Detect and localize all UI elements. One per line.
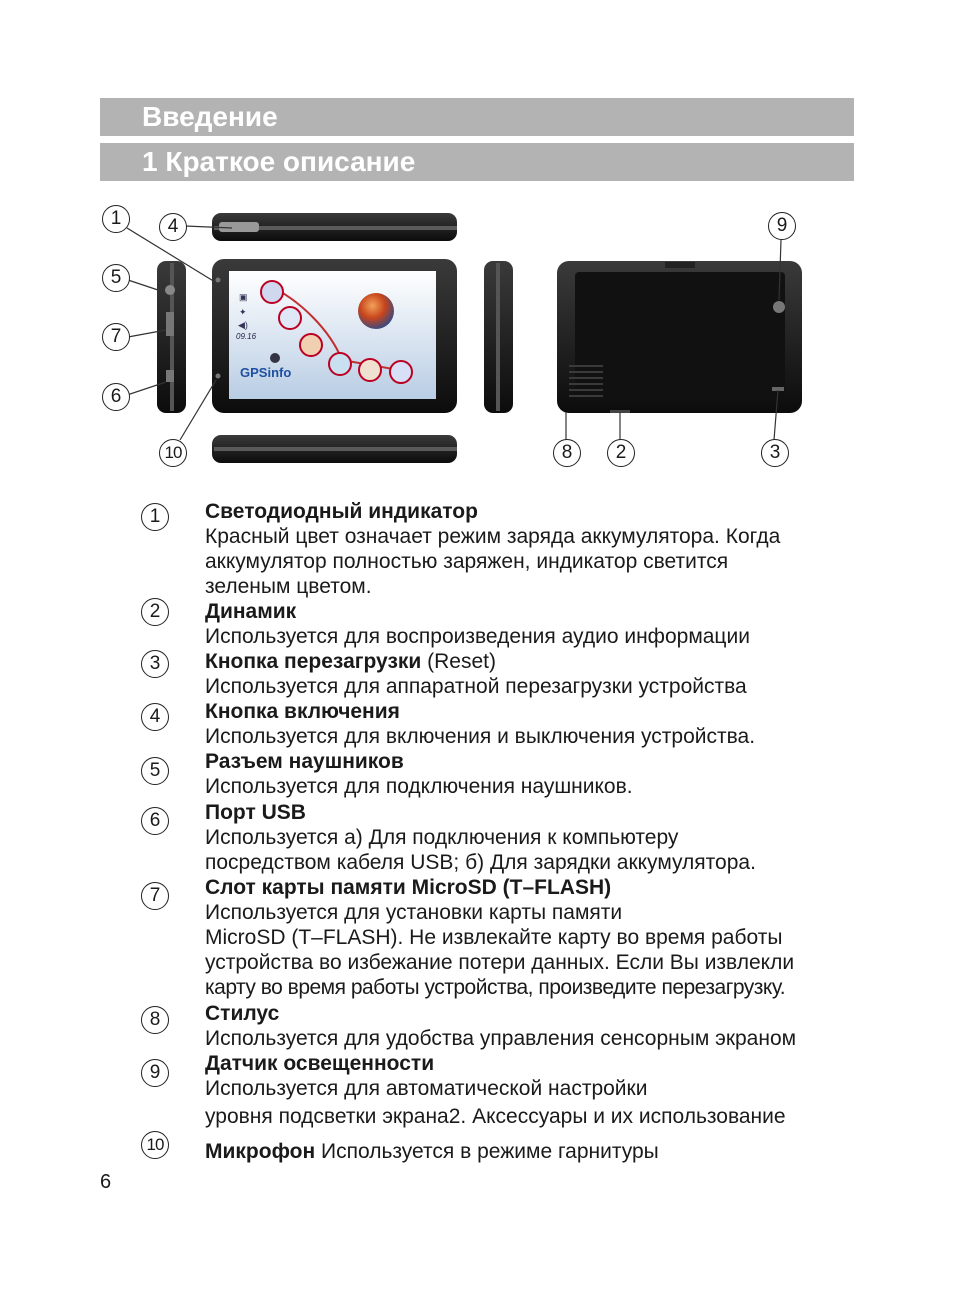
item-title-suffix: Используется в режиме гарнитуры xyxy=(315,1140,659,1163)
item-desc-line: уровня подсветки экрана2. Аксессуары и их использование xyxy=(205,1105,786,1128)
svg-text:◀): ◀) xyxy=(238,320,248,330)
item-desc-line: зеленым цветом. xyxy=(205,575,372,598)
header-text: Введение xyxy=(142,101,278,132)
item-desc-line: Используется для включения и выключения устройства. xyxy=(205,725,756,748)
item-desc-line: Используется для автоматической настройки xyxy=(205,1077,648,1100)
callout-8: 8 xyxy=(553,439,581,467)
device-top-edge xyxy=(212,213,457,241)
item-title: Разъем наушников xyxy=(205,750,404,773)
item-usb-port xyxy=(205,800,865,875)
item-number: 7 xyxy=(141,882,169,910)
screen-time: 09.16 xyxy=(236,332,257,341)
item-number: 2 xyxy=(141,598,169,626)
item-number: 3 xyxy=(141,650,169,678)
item-desc-line: Используется для воспроизведения аудио информации xyxy=(205,625,750,648)
callout-4: 4 xyxy=(159,213,187,241)
callout-1: 1 xyxy=(102,205,130,233)
item-number: 8 xyxy=(141,1006,169,1034)
device-back xyxy=(557,261,802,413)
svg-text:✦: ✦ xyxy=(239,307,247,317)
callout-5: 5 xyxy=(102,264,130,292)
item-title: Светодиодный индикатор xyxy=(205,500,478,523)
item-light-sensor xyxy=(205,1051,865,1129)
item-desc-line: Красный цвет означает режим заряда аккумулятора. Когда xyxy=(205,525,781,548)
item-reset-button xyxy=(205,649,865,699)
item-headphone-jack xyxy=(205,749,865,799)
callout-3: 3 xyxy=(761,439,789,467)
item-title: Слот карты памяти MicroSD (T–FLASH) xyxy=(205,876,612,899)
item-desc-line: аккумулятор полностью заряжен, индикатор светится xyxy=(205,550,729,573)
item-number: 4 xyxy=(141,703,169,731)
device-illustration xyxy=(0,0,954,480)
screen-app-label: GPSinfo xyxy=(240,365,292,380)
item-title: Порт USB xyxy=(205,801,306,824)
item-number: 6 xyxy=(141,807,169,835)
device-bottom-edge xyxy=(212,435,457,463)
item-number: 5 xyxy=(141,757,169,785)
item-title: Стилус xyxy=(205,1002,280,1025)
callout-7: 7 xyxy=(102,323,130,351)
callout-9: 9 xyxy=(768,212,796,240)
item-desc-line: карту во время работы устройства, произведите перезагрузку. xyxy=(205,976,786,999)
item-power-button xyxy=(205,699,865,749)
item-desc-line: Используется для аппаратной перезагрузки устройства xyxy=(205,675,747,698)
item-title: Микрофон xyxy=(205,1140,316,1163)
item-stylus xyxy=(205,1001,865,1051)
item-microphone xyxy=(205,1139,865,1164)
item-number: 10 xyxy=(141,1131,169,1159)
item-title: Кнопка включения xyxy=(205,700,400,723)
item-desc-line: Используется для подключения наушников. xyxy=(205,775,633,798)
item-led-indicator xyxy=(205,499,865,599)
item-number: 9 xyxy=(141,1059,169,1087)
callout-2: 2 xyxy=(607,439,635,467)
device-front xyxy=(212,259,457,413)
item-microsd-slot xyxy=(205,875,865,1000)
item-desc-line: посредством кабеля USB; б) Для зарядки аккумулятора. xyxy=(205,851,756,874)
item-title: Кнопка перезагрузки xyxy=(205,650,422,673)
item-title: Датчик освещенности xyxy=(205,1052,435,1075)
item-title: Динамик xyxy=(205,600,297,623)
item-desc-line: Используется для удобства управления сенсорным экраном xyxy=(205,1027,797,1050)
item-desc-line: Используется а) Для подключения к компьютеру xyxy=(205,826,679,849)
item-title-suffix: (Reset) xyxy=(421,650,496,673)
device-left-side xyxy=(157,261,186,413)
item-desc-line: Используется для установки карты памяти xyxy=(205,901,623,924)
item-desc-line: устройства во избежание потери данных. Если Вы извлекли xyxy=(205,951,795,974)
svg-text:▣: ▣ xyxy=(239,292,248,302)
callout-6: 6 xyxy=(102,383,130,411)
item-desc-line: MicroSD (T–FLASH). Не извлекайте карту во время работы xyxy=(205,926,783,949)
callout-10: 10 xyxy=(159,439,187,467)
item-speaker xyxy=(205,599,865,649)
page-number: 6 xyxy=(100,1171,112,1193)
header-text: 1 Краткое описание xyxy=(142,146,416,177)
item-number: 1 xyxy=(141,503,169,531)
device-right-side xyxy=(484,261,513,413)
